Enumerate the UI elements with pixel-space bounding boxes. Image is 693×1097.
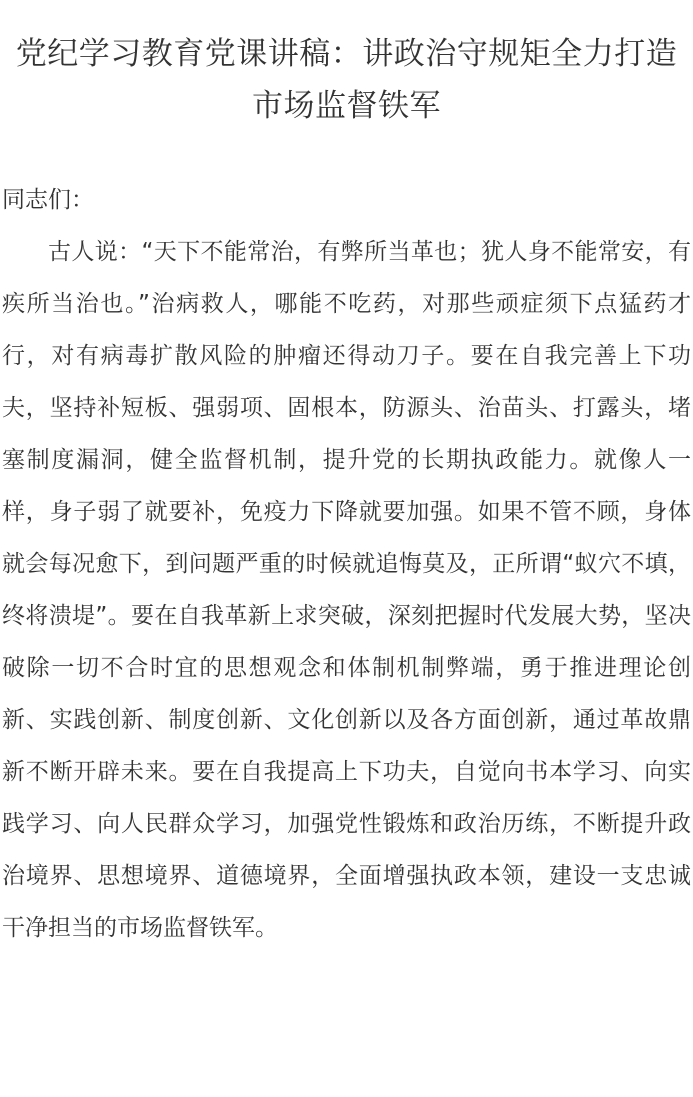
salutation: 同志们： [2,187,94,213]
body-paragraph: 古人说：“天下不能常治，有弊所当革也；犹人身不能常安，有疾所当治也。”治病救人，哪能不吃药，对那些顽症须下点猛药才行，对有病毒扩散风险的肿瘤还得动刀子。要在自我完善上下功夫，坚持补短板、强弱项、固根本，防源头、治苗头、打露头，堵塞制度漏洞，健全监督机制，提升党的长期执政能力。就像人一样，身子弱了就要补，免疫力下降就要加强。如果不管不顾，身体就会每况愈下，到问题严重的时候就追悔莫及，正所谓“蚁穴不填，终将溃堤”。要在自我革新上求突破，深刻把握时代发展大势，坚决破除一切不合时宜的思想观念和体制机制弊端，勇于推进理论创新、实践创新、制度创新、文化创新以及各方面创新，通过革故鼎新不断开辟未来。要在自我提高上下功夫，自觉向书本学习、向实践学习、向人民群众学习，加强党性锻炼和政治历练，不断提升政治境界、思想境界、道德境界，全面增强执政本领，建设一支忠诚干净担当的市场监督铁军。 [2,239,691,941]
article-title: 党纪学习教育党课讲稿：讲政治守规矩全力打造市场监督铁军 [15,36,678,124]
article-body [2,174,691,954]
